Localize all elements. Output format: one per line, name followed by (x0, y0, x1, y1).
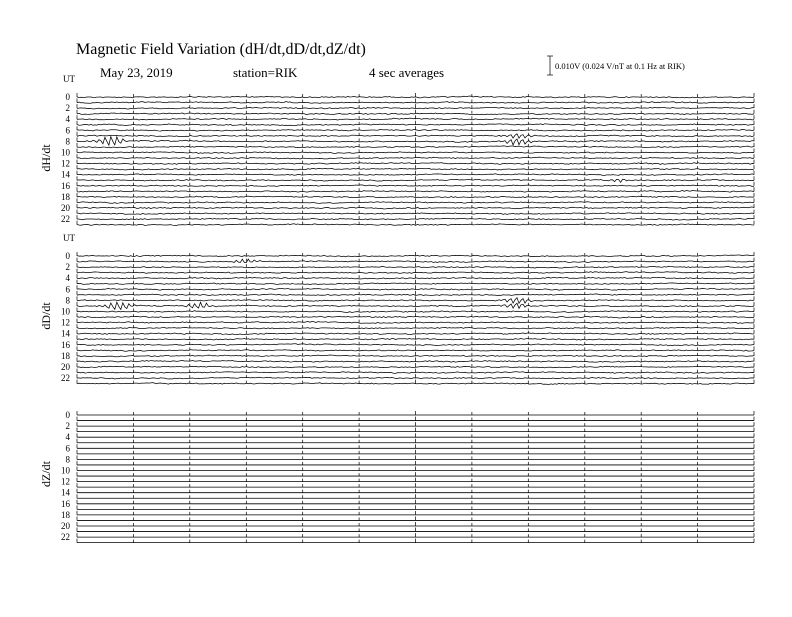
hour-label: 18 (61, 350, 70, 361)
row-ticks (77, 104, 754, 108)
hour-label: 6 (65, 284, 70, 295)
row-ticks (77, 417, 754, 421)
hour-label: 12 (61, 317, 70, 328)
row-ticks (77, 478, 754, 482)
row-ticks (77, 93, 754, 97)
row-ticks (77, 511, 754, 515)
row-ticks (77, 505, 754, 509)
hour-label: 12 (61, 476, 70, 487)
hour-label: 0 (65, 410, 70, 420)
row-ticks (77, 439, 754, 443)
hour-label: 22 (61, 373, 70, 384)
hour-label: 6 (65, 125, 70, 136)
row-ticks (77, 455, 754, 459)
hour-label: 0 (65, 251, 70, 261)
hour-label: 2 (65, 262, 70, 273)
row-ticks (77, 472, 754, 476)
row-trace (77, 316, 754, 318)
hour-label: 4 (65, 273, 70, 284)
row-trace (77, 113, 754, 115)
scale-bar (547, 56, 685, 75)
hour-label: 10 (61, 465, 70, 476)
row-ticks (77, 539, 754, 543)
chart-title: Magnetic Field Variation (dH/dt,dD/dt,dZ/dt) (76, 41, 366, 58)
hour-label: 4 (65, 432, 70, 443)
hour-label: 16 (61, 180, 70, 191)
hour-label: 8 (65, 295, 70, 306)
row-ticks (77, 444, 754, 448)
row-ticks (77, 500, 754, 504)
row-ticks (77, 450, 754, 454)
row-ticks (77, 411, 754, 415)
row-ticks (77, 341, 754, 345)
hour-label: 8 (65, 454, 70, 465)
ut-label: UT (63, 74, 75, 84)
hour-label: 2 (65, 103, 70, 114)
row-trace (77, 277, 754, 279)
row-ticks (77, 160, 754, 164)
row-ticks (77, 517, 754, 521)
panel-dddt (39, 233, 754, 384)
row-ticks (77, 467, 754, 471)
hour-label: 16 (61, 498, 70, 509)
row-ticks (77, 428, 754, 432)
hour-label: 10 (61, 147, 70, 158)
hour-label: 18 (61, 191, 70, 202)
hour-label: 6 (65, 443, 70, 454)
row-ticks (77, 171, 754, 175)
hour-label: 22 (61, 214, 70, 225)
hour-label: 20 (61, 362, 70, 372)
hour-label: 20 (61, 521, 70, 531)
row-ticks (77, 374, 754, 378)
row-ticks (77, 193, 754, 197)
hour-label: 2 (65, 421, 70, 432)
panels-group (39, 74, 754, 543)
row-ticks (77, 489, 754, 493)
hour-label: 8 (65, 136, 70, 147)
row-ticks (77, 198, 754, 202)
hour-label: 14 (61, 328, 70, 339)
hour-label: 0 (65, 92, 70, 102)
component-axis-label: dZ/dt (39, 461, 53, 487)
averaging-label: 4 sec averages (369, 65, 445, 80)
row-ticks (77, 522, 754, 526)
row-ticks (77, 210, 754, 214)
hour-label: 4 (65, 114, 70, 125)
ut-label: UT (63, 233, 75, 243)
row-ticks (77, 285, 754, 289)
station-label: station=RIK (233, 65, 298, 80)
row-ticks (77, 494, 754, 498)
date-label: May 23, 2019 (100, 65, 173, 80)
hour-label: 14 (61, 487, 70, 498)
row-ticks (77, 165, 754, 169)
row-ticks (77, 149, 754, 153)
row-ticks (77, 352, 754, 356)
hour-label: 12 (61, 158, 70, 169)
panel-dzdt (39, 410, 754, 543)
hour-label: 16 (61, 339, 70, 350)
hour-label: 14 (61, 169, 70, 180)
row-ticks (77, 533, 754, 537)
hour-label: 20 (61, 203, 70, 213)
row-ticks (77, 483, 754, 487)
row-trace (77, 157, 754, 159)
panel-dhdt (39, 74, 754, 225)
row-ticks (77, 422, 754, 426)
row-ticks (77, 280, 754, 284)
hour-label: 22 (61, 532, 70, 543)
row-ticks (77, 433, 754, 437)
scale-bar-label: 0.010V (0.024 V/nT at 0.1 Hz at RIK) (555, 61, 685, 71)
hour-label: 18 (61, 509, 70, 520)
row-ticks (77, 302, 754, 306)
row-ticks (77, 221, 754, 225)
row-ticks (77, 528, 754, 532)
row-ticks (77, 461, 754, 465)
component-axis-label: dD/dt (39, 302, 53, 330)
row-trace (77, 321, 754, 323)
component-axis-label: dH/dt (39, 144, 53, 172)
hour-label: 10 (61, 306, 70, 317)
